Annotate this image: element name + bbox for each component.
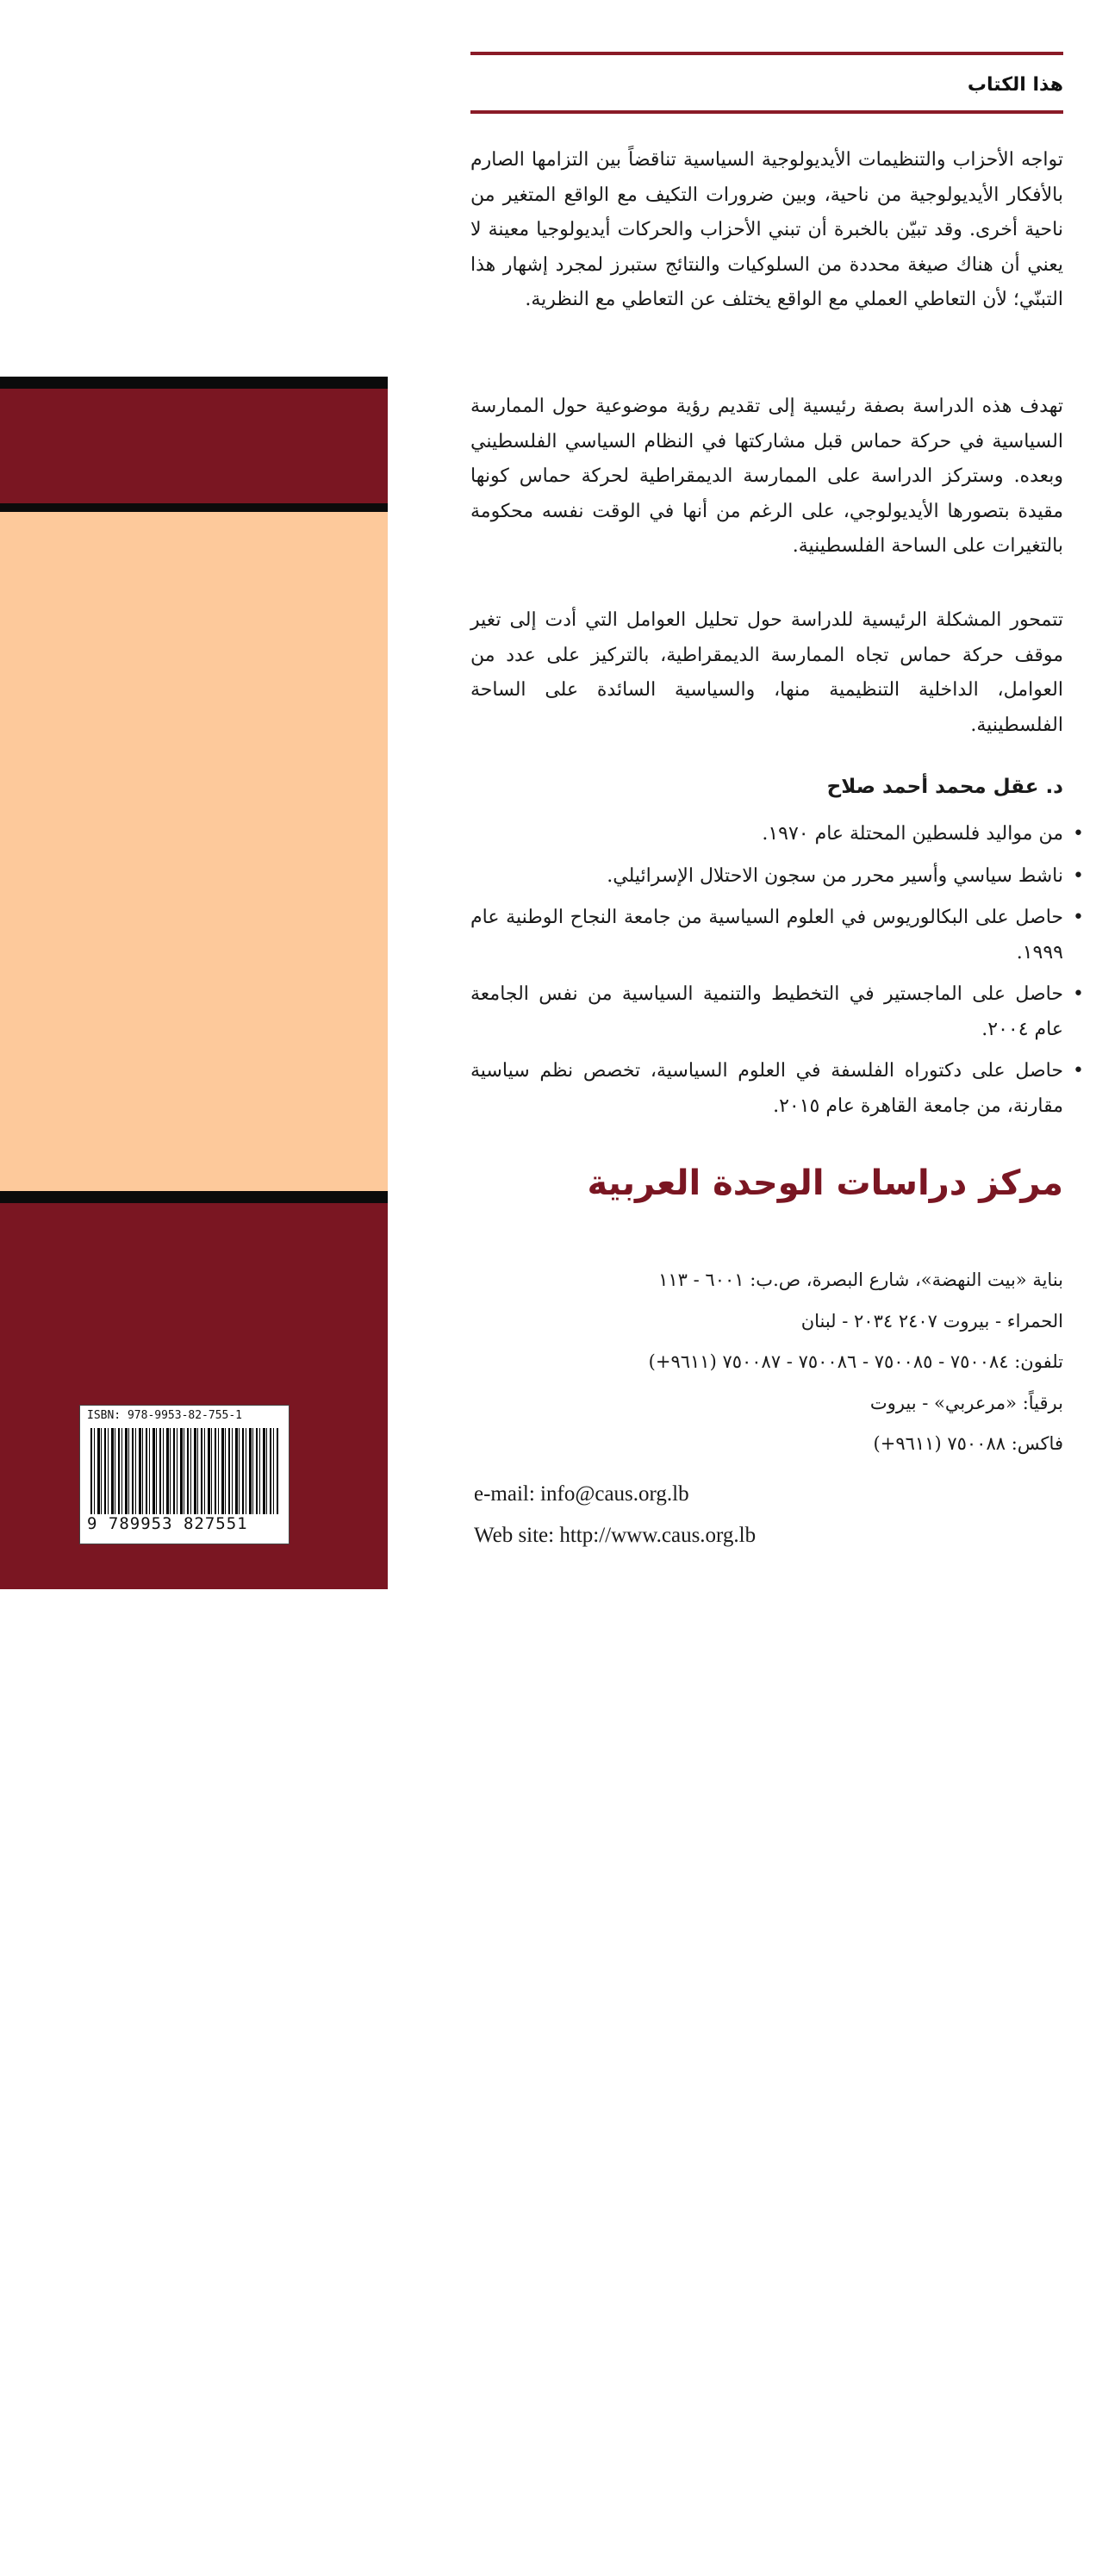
publisher-address xyxy=(470,1260,1063,1465)
bio-item: • من مواليد فلسطين المحتلة عام ١٩٧٠. xyxy=(470,817,1063,852)
address-line: بناية «بيت النهضة»، شارع البصرة، ص.ب: ٦٠٠١ - ١١٣ xyxy=(658,1269,1063,1290)
bio-item: • حاصل على الماجستير في التخطيط والتنمية السياسية من نفس الجامعة عام ٢٠٠٤. xyxy=(470,977,1063,1047)
spine-white-panel xyxy=(0,0,388,377)
fax-line: فاكس: ٧٥٠٠٨٨ (٩٦١١+) xyxy=(873,1433,1063,1454)
publisher-name: مركز دراسات الوحدة العربية xyxy=(587,1163,1063,1203)
isbn-label: ISBN: 978-9953-82-755-1 xyxy=(87,1409,243,1422)
phone-line: تلفون: ٧٥٠٠٨٤ - ٧٥٠٠٨٥ - ٧٥٠٠٨٦ - ٧٥٠٠٨٧ (٩٦١١+) xyxy=(648,1351,1063,1372)
about-paragraph-1: تواجه الأحزاب والتنظيمات الأيديولوجية السياسية تناقضاً بين التزامها الصارم بالأفكار الأيديولوجية من ناحية، وبين ضرورات التكيف مع الواقع المتغير من ناحية أخرى. وقد تبيّن بالخبرة أن تبني الأحزاب والحركات أيديولوجيا معينة لا يعني أن هناك صيغة محددة من السلوكيات والنتائج ستبرز لمجرد إشهار هذا التبنّي؛ لأن التعاطي العملي مع الواقع يختلف عن التعاطي مع النظرية. xyxy=(470,149,1063,310)
spine-peach-panel xyxy=(0,512,388,1191)
cover-spine xyxy=(0,0,388,2576)
address-line: الحمراء - بيروت ٢٤٠٧ ٢٠٣٤ - لبنان xyxy=(800,1310,1063,1332)
spine-red-band-top xyxy=(0,389,388,503)
isbn-digits: 9 789953 827551 xyxy=(87,1514,248,1533)
bio-item: • ناشط سياسي وأسير محرر من سجون الاحتلال الإسرائيلي. xyxy=(470,859,1063,895)
publisher-contact xyxy=(474,1474,756,1556)
price-label: الثمن: ١٦ دولاراً xyxy=(221,2511,369,2533)
heading-rule xyxy=(470,110,1063,114)
about-paragraph-3: تتمحور المشكلة الرئيسية للدراسة حول تحليل العوامل التي أدت إلى تغير موقف حركة حماس تجاه الممارسة الديمقراطية، بالتركيز على عدد من العوامل، الداخلية التنظيمية منها، والسياسية السائدة على الساحة الفلسطينية. xyxy=(470,609,1063,736)
author-bio-list xyxy=(470,817,1084,1131)
website-link[interactable]: Web site: http://www.caus.org.lb xyxy=(474,1524,757,1547)
barcode-bars xyxy=(90,1428,278,1514)
telegraph-line: برقياً: «مرعربي» - بيروت xyxy=(869,1392,1063,1413)
email-link[interactable]: e-mail: info@caus.org.lb xyxy=(474,1482,689,1506)
top-rule xyxy=(470,52,1063,55)
author-name: د. عقل محمد أحمد صلاح xyxy=(826,776,1063,798)
price-alt-label: أو ما يعادلها xyxy=(257,2554,369,2576)
bio-item: • حاصل على دكتوراه الفلسفة في العلوم السياسية، تخصص نظم سياسية مقارنة، من جامعة القاهرة عام ٢٠١٥. xyxy=(470,1054,1063,1124)
bio-item: • حاصل على البكالوريوس في العلوم السياسية من جامعة النجاح الوطنية عام ١٩٩٩. xyxy=(470,901,1063,970)
section-heading: هذا الكتاب xyxy=(967,74,1063,96)
isbn-barcode xyxy=(79,1405,290,1544)
about-paragraph-2: تهدف هذه الدراسة بصفة رئيسية إلى تقديم رؤية موضوعية حول الممارسة السياسية في حركة حماس قبل مشاركتها في النظام السياسي الفلسطيني وبعده. وستركز الدراسة على الممارسة الديمقراطية لحركة حماس كونها مقيدة بتصورها الأيديولوجي، على الرغم من أنها في الوقت نفسه محكومة بالتغيرات على الساحة الفلسطينية. xyxy=(470,396,1063,557)
